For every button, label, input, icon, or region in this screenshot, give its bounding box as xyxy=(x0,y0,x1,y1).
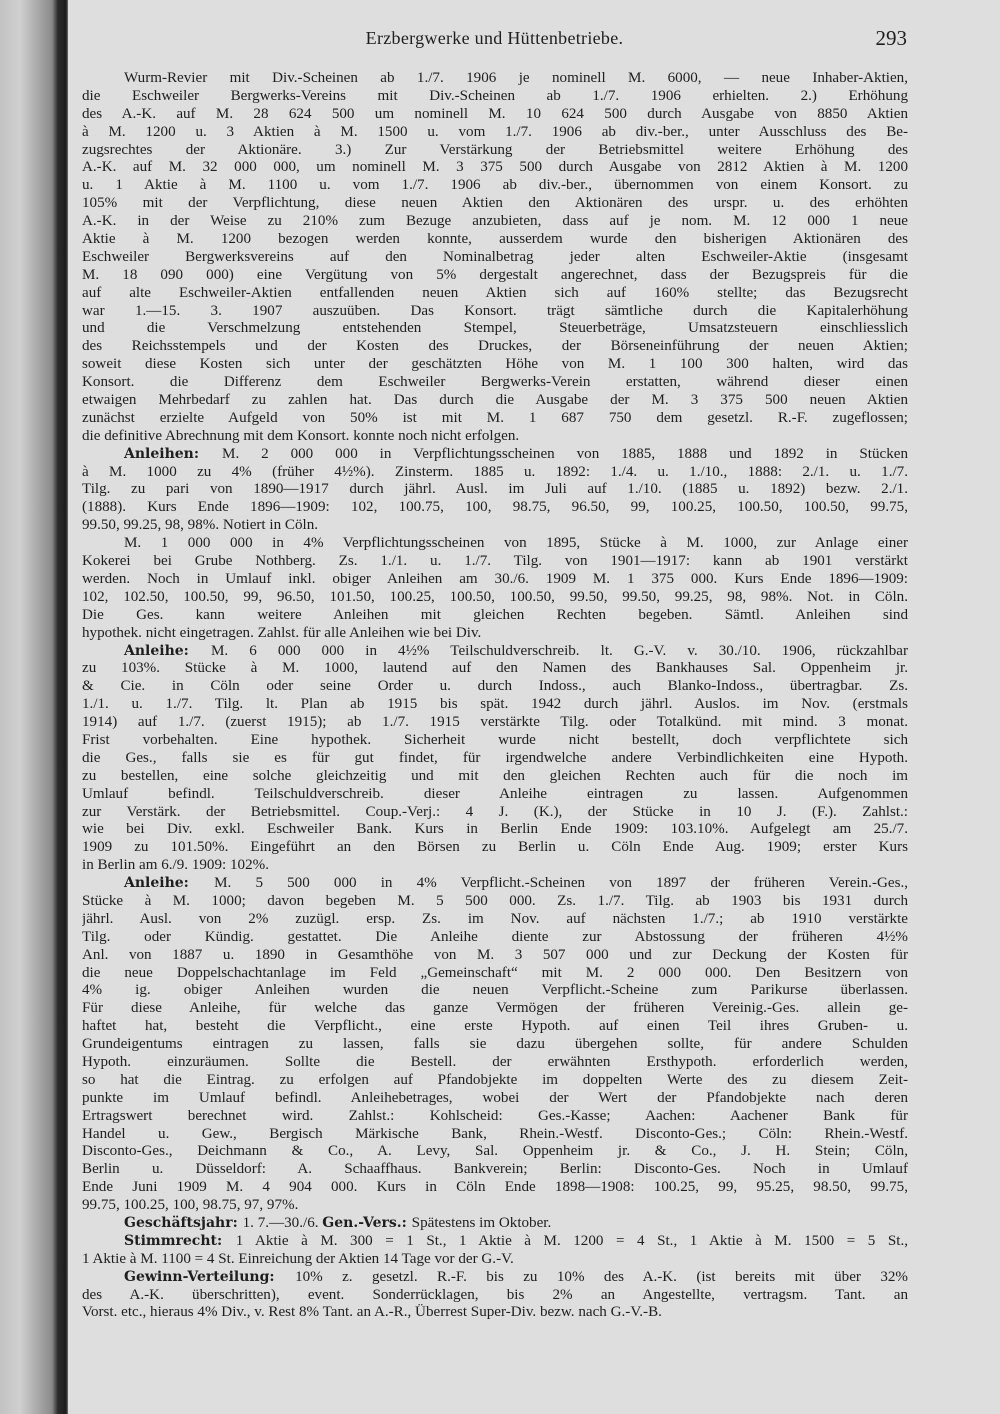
text-line xyxy=(82,285,908,303)
text-line xyxy=(82,660,908,678)
line-text: 1909 zu 101.50%. Eingeführt an den Börsen zu Berlin u. Cöln Ende Aug. 1909; erster Kurs xyxy=(82,839,908,856)
line-text: 10% z. gesetzl. R.-F. bis zu 10% des A.-K. (ist bereits mit über 32% xyxy=(295,1268,908,1285)
text-line xyxy=(82,553,908,571)
text-line xyxy=(82,696,908,714)
text-line xyxy=(82,1018,908,1036)
text-line xyxy=(82,124,908,142)
section-label: Anleihe: xyxy=(124,875,215,892)
section-label: Gewinn-Verteilung: xyxy=(124,1268,296,1285)
text-line xyxy=(82,88,908,106)
line-text: 1./1. u. 1./7. Tilg. lt. Plan ab 1915 bis spät. 1942 durch jährl. Auslos. im Nov. (erstmals xyxy=(82,696,908,713)
text-line xyxy=(82,821,908,839)
text-line xyxy=(82,338,908,356)
text-line xyxy=(82,1215,908,1233)
text-line xyxy=(82,1054,908,1072)
line-text: zu 103%. Stücke à M. 1000, lautend auf den Namen des Bankhauses Sal. Oppenheim jr. xyxy=(82,660,908,677)
line-text: Tilg. zu pari von 1890—1917 durch jährl. Ausl. im Juli auf 1./10. (1885 u. 1892) bezw. 2./1. xyxy=(82,481,908,498)
line-text: M. 2 000 000 in Verpflichtungsscheinen von 1885, 1888 und 1892 in Stücken xyxy=(222,445,908,462)
line-text: Kokerei bei Grube Nothberg. Zs. 1./1. u. 1./7. Tilg. von 1901—1917: kann ab 1901 verstärkt xyxy=(82,553,908,570)
text-line xyxy=(82,142,908,160)
line-text: Für diese Anleihe, für welche das ganze Vermögen der früheren Vereinig.-Ges. allein ge- xyxy=(82,1000,908,1017)
line-text: Frist vorbehalten. Eine hypothek. Sicherheit wurde nicht bestellt, doch verpflichtete sich xyxy=(82,731,908,748)
text-line xyxy=(82,643,908,661)
running-title: Erzbergwerke und Hüttenbetriebe. xyxy=(365,28,624,48)
text-line xyxy=(82,1179,908,1197)
text-line xyxy=(82,1108,908,1126)
text-line xyxy=(82,392,908,410)
text-line xyxy=(82,571,908,589)
line-text: Eschweiler Bergwerksvereins auf den Nominalbetrag jeder alten Eschweiler-Aktie (insgesamt xyxy=(82,248,908,265)
line-text: hypothek. nicht eingetragen. Zahlst. für alle Anleihen wie bei Div. xyxy=(82,624,482,641)
text-line xyxy=(82,231,908,249)
text-line xyxy=(82,1126,908,1144)
line-text: Berlin u. Düsseldorf: A. Schaaffhaus. Bankverein; Berlin: Disconto-Ges. Noch in Umlauf xyxy=(82,1161,908,1178)
text-line xyxy=(82,947,908,965)
book-binding-shadow xyxy=(0,0,68,1414)
line-text: M. 1 000 000 in 4% Verpflichtungsscheinen von 1895, Stücke à M. 1000, zur Anlage einer xyxy=(124,535,908,552)
text-line xyxy=(82,893,908,911)
section-label: Gen.-Vers.: xyxy=(322,1215,412,1231)
line-text: Handel u. Gew., Bergisch Märkische Bank, Rhein.-Westf. Disconto-Ges.; Cöln: Rhein.-Westf. xyxy=(82,1125,908,1142)
text-line xyxy=(82,1072,908,1090)
line-text: 102, 102.50, 100.50, 99, 96.50, 101.50, 100.25, 100.50, 100.50, 99.50, 99.50, 99.25, 98, 98%. Not. in Cöln. xyxy=(82,588,908,605)
text-line xyxy=(82,625,908,643)
text-line xyxy=(82,714,908,732)
text-line xyxy=(82,70,908,88)
line-text: 105% mit der Verpflichtung, diese neuen Aktien den Aktionären des urspr. u. des erhöhten xyxy=(82,195,908,212)
line-text: 1 Aktie à M. 300 = 1 St., 1 Aktie à M. 1200 = 4 St., 1 Aktie à M. 1500 = 5 St., xyxy=(235,1232,908,1249)
line-text: die Eschweiler Bergwerks-Vereins mit Div.-Scheinen ab 1./7. 1906 erhielten. 2.) Erhöhung xyxy=(82,87,908,104)
text-line xyxy=(82,965,908,983)
text-line xyxy=(82,267,908,285)
page-header xyxy=(82,28,907,58)
line-text: Spätestens im Oktober. xyxy=(411,1215,552,1231)
text-line xyxy=(82,1304,908,1322)
line-text: Ertragswert berechnet wird. Zahlst.: Kohlscheid: Ges.-Kasse; Aachen: Aachener Bank für xyxy=(82,1107,908,1124)
line-text: Ende Juni 1909 M. 4 904 000. Kurs in Cöln Ende 1898—1908: 100.25, 99, 95.25, 98.50, 99.75, xyxy=(82,1179,908,1196)
line-text: M. 6 000 000 in 4½% Teilschuldverschreib. lt. G.-V. v. 30./10. 1906, rückzahlbar xyxy=(211,642,908,659)
text-line xyxy=(82,535,908,553)
line-text: des Reichsstempels und der Kosten des Druckes, der Börseneinführung der neuen Aktien; xyxy=(82,338,908,355)
line-text: Vorst. etc., hieraus 4% Div., v. Rest 8% Tant. an A.-R., Überrest Super-Div. bezw. nach G.-V.-B. xyxy=(82,1304,662,1321)
text-line xyxy=(82,356,908,374)
section-label: Anleihen: xyxy=(124,445,223,462)
line-text: zur Verstärk. der Betriebsmittel. Coup.-Verj.: 4 J. (K.), der Stücke in 10 J. (F.). Zahlst.: xyxy=(82,803,908,820)
text-line xyxy=(82,804,908,822)
line-text: 4% ig. obiger Anleihen wurden die neuen Verpflicht.-Scheine zum Parikurse überlassen. xyxy=(82,982,908,999)
text-line xyxy=(82,410,908,428)
line-text: Umlauf befindl. Teilschuldverschreib. dieser Anleihe eintragen zu lassen. Aufgenommen xyxy=(82,785,908,802)
section-label: Stimmrecht: xyxy=(124,1232,236,1249)
line-text: Stücke à M. 1000; davon begeben M. 5 500 000. Zs. 1./7. Tilg. ab 1903 bis 1931 durch xyxy=(82,892,908,909)
text-line xyxy=(82,1251,908,1269)
line-text: Aktie à M. 1200 bezogen werden konnte, ausserdem wurde den bisherigen Aktionären des xyxy=(82,231,908,248)
text-line xyxy=(82,249,908,267)
text-line xyxy=(82,428,908,446)
section-label: Geschäftsjahr: xyxy=(124,1215,243,1231)
text-line xyxy=(82,499,908,517)
text-line xyxy=(82,195,908,213)
line-text: jährl. Ausl. von 2% zuzügl. ersp. Zs. im Nov. auf nächsten 1./7.; ab 1910 verstärkte xyxy=(82,910,908,927)
text-line xyxy=(82,1090,908,1108)
line-text: u. 1 Aktie à M. 1100 u. vom 1./7. 1906 ab div.-ber., übernommen von einem Konsort. zu xyxy=(82,177,908,194)
text-line xyxy=(82,678,908,696)
text-line xyxy=(82,1000,908,1018)
line-text: haftet hat, besteht die Verpflicht., eine erste Hypoth. auf einen Teil ihres Gruben- u. xyxy=(82,1018,908,1035)
text-line xyxy=(82,750,908,768)
text-line xyxy=(82,982,908,1000)
line-text: zu bestellen, eine solche gleichzeitig und mit den gleichen Rechten auch für die noch im xyxy=(82,767,908,784)
line-text: A.-K. in der Weise zu 210% zum Bezuge anzubieten, dass auf je nom. M. 12 000 1 neue xyxy=(82,213,908,230)
line-text: 1914) auf 1./7. (zuerst 1915); ab 1./7. 1915 verstärkte Tilg. oder Totalkünd. mit mind. 3 monat. xyxy=(82,714,908,731)
text-line xyxy=(82,159,908,177)
line-text: zunächst erzielte Aufgeld von 50% ist mit M. 1 687 750 dem gesetzl. R.-F. zugeflossen; xyxy=(82,409,908,426)
section-label: Anleihe: xyxy=(124,642,211,659)
line-text: die Ges., falls sie es für gut findet, für irgendwelche andere Verbindlichkeiten eine Hypoth. xyxy=(82,749,908,766)
line-text: Wurm-Revier mit Div.-Scheinen ab 1./7. 1906 je nominell M. 6000, — neue Inhaber-Aktien, xyxy=(124,70,908,86)
line-text: à M. 1200 u. 3 Aktien à M. 1500 u. vom 1./7. 1906 ab div.-ber., unter Ausschluss des Be- xyxy=(82,123,908,140)
text-line xyxy=(82,875,908,893)
text-line xyxy=(82,929,908,947)
text-line xyxy=(82,1161,908,1179)
text-line xyxy=(82,374,908,392)
text-line xyxy=(82,446,908,464)
text-line xyxy=(82,1269,908,1287)
line-text: die neue Doppelschachtanlage im Feld „Gemeinschaft“ mit M. 2 000 000. Den Besitzern von xyxy=(82,964,908,981)
line-text: des A.-K. auf M. 28 624 500 um nominell M. 10 624 500 durch Ausgabe von 8850 Aktien xyxy=(82,105,908,122)
line-text: zugsrechtes der Aktionäre. 3.) Zur Verstärkung der Betriebsmittel weitere Erhöhung des xyxy=(82,141,908,158)
text-line xyxy=(82,1036,908,1054)
line-text: & Cie. in Cöln oder seine Order u. durch Indoss., auch Blanko-Indoss., übertragbar. Zs. xyxy=(82,678,908,695)
line-text: Grundeigentums eintragen zu lassen, falls sie dazu übergehen sollte, für andere Schulden xyxy=(82,1036,908,1053)
text-line xyxy=(82,607,908,625)
line-text: war 1.—15. 3. 1907 auszuüben. Das Konsort. trägt sämtliche durch die Kapitalerhöhung xyxy=(82,302,908,319)
line-text: à M. 1000 zu 4% (früher 4½%). Zinsterm. 1885 u. 1892: 1./4. u. 1./10., 1888: 2./1. u. 1./7. xyxy=(82,463,908,480)
text-line xyxy=(82,106,908,124)
text-line xyxy=(82,177,908,195)
line-text: 99.50, 99.25, 98, 98%. Notiert in Cöln. xyxy=(82,517,319,534)
line-text: 99.75, 100.25, 100, 98.75, 97, 97%. xyxy=(82,1197,299,1214)
line-text: so hat die Eintrag. zu erfolgen auf Pfandobjekte im doppelten Werte des zu diesem Zeit- xyxy=(82,1071,908,1088)
line-text: des A.-K. überschritten), event. Sonderrücklagen, bis 2% an Angestellte, vertragsm. Tant. an xyxy=(82,1286,908,1303)
text-line xyxy=(82,517,908,535)
line-text: auf alte Eschweiler-Aktien entfallenden neuen Aktien sich auf 160% stellte; das Bezugsrecht xyxy=(82,284,908,301)
line-text: M. 18 090 000) eine Vergütung von 5% dergestalt angerechnet, dass der Bezugspreis für die xyxy=(82,266,908,283)
page-number: 293 xyxy=(875,26,907,50)
text-line xyxy=(82,1233,908,1251)
text-line xyxy=(82,839,908,857)
text-line xyxy=(82,1197,908,1215)
text-line xyxy=(82,786,908,804)
text-line xyxy=(82,303,908,321)
text-line xyxy=(82,732,908,750)
text-line xyxy=(82,481,908,499)
line-text: Tilg. oder Kündig. gestattet. Die Anleihe diente zur Abstossung der früheren 4½% xyxy=(82,928,908,945)
line-text: 1. 7.—30./6. xyxy=(242,1215,323,1231)
line-text: (1888). Kurs Ende 1896—1909: 102, 100.75, 100, 98.75, 96.50, 99, 100.25, 100.50, 100.50, 99.75, xyxy=(82,499,908,516)
line-text: punkte im Umlauf befindl. Anleihebetrages, wobei der Wert der Pfandobjekte nach deren xyxy=(82,1089,908,1106)
line-text: A.-K. auf M. 32 000 000, um nominell M. 3 375 500 durch Ausgabe von 2812 Aktien à M. 1200 xyxy=(82,159,908,176)
text-line xyxy=(82,768,908,786)
page-body xyxy=(82,70,908,1322)
line-text: in Berlin am 6./9. 1909: 102%. xyxy=(82,857,269,874)
line-text: Anl. von 1887 u. 1890 in Gesamthöhe von M. 3 507 000 und zur Deckung der Kosten für xyxy=(82,946,908,963)
line-text: Hypoth. einzuräumen. Sollte die Bestell. der erwähnten Ersthypoth. erforderlich werden, xyxy=(82,1053,908,1070)
text-line xyxy=(82,464,908,482)
text-line xyxy=(82,911,908,929)
text-line xyxy=(82,589,908,607)
line-text: Konsort. die Differenz dem Eschweiler Bergwerks-Verein erstatten, während dieser einen xyxy=(82,374,908,391)
line-text: die definitive Abrechnung mit dem Konsort. konnte noch nicht erfolgen. xyxy=(82,427,520,444)
line-text: wie bei Div. exkl. Eschweiler Bank. Kurs in Berlin Ende 1909: 103.10%. Aufgelegt am 25./7. xyxy=(82,821,908,838)
line-text: 1 Aktie à M. 1100 = 4 St. Einreichung der Aktien 14 Tage vor der G.-V. xyxy=(82,1250,514,1267)
line-text: werden. Noch in Umlauf inkl. obiger Anleihen am 30./6. 1909 M. 1 375 000. Kurs Ende 1896—1909: xyxy=(82,570,908,587)
line-text: M. 5 500 000 in 4% Verpflicht.-Scheinen von 1897 der früheren Verein.-Ges., xyxy=(214,875,908,892)
line-text: soweit diese Kosten sich unter der geschätzten Höhe von M. 1 100 300 halten, wird das xyxy=(82,356,908,373)
line-text: Disconto-Ges., Deichmann & Co., A. Levy, Sal. Oppenheim jr. & Co., J. H. Stein; Cöln, xyxy=(82,1143,908,1160)
line-text: und die Verschmelzung entstehenden Stempel, Steuerbeträge, Umsatzsteuern einschliesslich xyxy=(82,320,908,337)
line-text: Die Ges. kann weitere Anleihen mit gleichen Rechten begeben. Sämtl. Anleihen sind xyxy=(82,606,908,623)
text-line xyxy=(82,1287,908,1305)
text-line xyxy=(82,1143,908,1161)
text-line xyxy=(82,320,908,338)
line-text: etwaigen Mehrbedarf zu zahlen hat. Das durch die Ausgabe der M. 3 375 500 neuen Aktien xyxy=(82,392,908,409)
text-line xyxy=(82,857,908,875)
text-line xyxy=(82,213,908,231)
